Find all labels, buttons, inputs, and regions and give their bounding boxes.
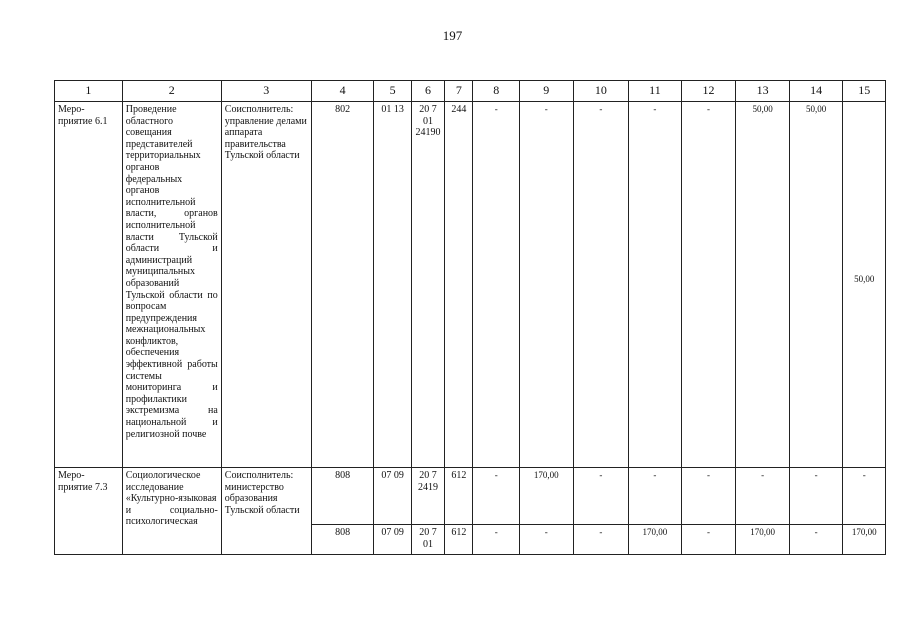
measure-description-cell: Проведение областного совещания представителей территориальных органов федеральных органов исполнительной власти, органов исполнительной власти Тульской области и администраций муниципальных образований Тульской области по вопросам предупреждения межнациональных конфликтов, обеспечения эффективной работы системы мониторинга и профилактики экстремизма на национальной и религиозной почве — [122, 102, 221, 468]
executor-cell: Соисполнитель: министерство образования Тульской области — [221, 468, 311, 555]
section-code-cell: 07 09 — [374, 525, 411, 555]
column-header: 6 — [411, 81, 444, 102]
column-header: 7 — [445, 81, 473, 102]
measure-id-cell: Меро- приятие 7.3 — [55, 468, 123, 555]
value-cell: - — [573, 525, 629, 555]
measure-description-cell: Социологическое исследование «Культурно-языковая и социально-психологическая — [122, 468, 221, 555]
section-code-cell: 01 13 — [374, 102, 411, 468]
value-cell: - — [843, 468, 886, 525]
value-cell: - — [573, 468, 629, 525]
grbs-code-cell: 802 — [311, 102, 374, 468]
column-header: 4 — [311, 81, 374, 102]
column-header: 15 — [843, 81, 886, 102]
page-number: 197 — [442, 28, 463, 43]
value-cell: - — [519, 102, 573, 468]
value-cell: 50,00 — [789, 102, 843, 468]
value-cell: - — [473, 525, 520, 555]
value-cell: 170,00 — [736, 525, 790, 555]
value-cell: - — [789, 525, 843, 555]
value-cell: - — [681, 468, 736, 525]
expense-type-cell: 612 — [445, 525, 473, 555]
column-header: 13 — [736, 81, 790, 102]
column-header: 10 — [573, 81, 629, 102]
column-header: 5 — [374, 81, 411, 102]
value-cell: - — [789, 468, 843, 525]
column-header: 14 — [789, 81, 843, 102]
column-header: 3 — [221, 81, 311, 102]
value-cell: 170,00 — [629, 525, 682, 555]
value-cell: - — [736, 468, 790, 525]
value-cell: - — [681, 102, 736, 468]
expense-type-cell: 244 — [445, 102, 473, 468]
measure-id-cell: Меро- приятие 6.1 — [55, 102, 123, 468]
expense-type-cell: 612 — [445, 468, 473, 525]
value-cell: - — [519, 525, 573, 555]
target-article-cell: 20 7 01 24190 — [411, 102, 444, 468]
grbs-code-cell: 808 — [311, 525, 374, 555]
target-article-cell: 20 7 01 — [411, 525, 444, 555]
column-header: 12 — [681, 81, 736, 102]
column-header: 2 — [122, 81, 221, 102]
grbs-code-cell: 808 — [311, 468, 374, 525]
value-cell: 50,00 — [736, 102, 790, 468]
section-code-cell: 07 09 — [374, 468, 411, 525]
value-cell: - — [629, 468, 682, 525]
value-cell: - — [681, 525, 736, 555]
budget-table — [54, 80, 886, 555]
column-header: 11 — [629, 81, 682, 102]
column-header: 1 — [55, 81, 123, 102]
value-cell: - — [573, 102, 629, 468]
table-row — [55, 468, 886, 525]
value-cell: 170,00 — [519, 468, 573, 525]
value-cell: 170,00 — [843, 525, 886, 555]
target-article-cell: 20 7 2419 — [411, 468, 444, 525]
value-cell: - — [473, 102, 520, 468]
column-header: 9 — [519, 81, 573, 102]
column-header: 8 — [473, 81, 520, 102]
column-number-row — [55, 81, 886, 102]
executor-cell: Соисполнитель: управление делами аппарата правительства Тульской области — [221, 102, 311, 468]
value-cell: 50,00 — [843, 102, 886, 468]
table-row — [55, 102, 886, 468]
value-cell: - — [629, 102, 682, 468]
value-cell: - — [473, 468, 520, 525]
